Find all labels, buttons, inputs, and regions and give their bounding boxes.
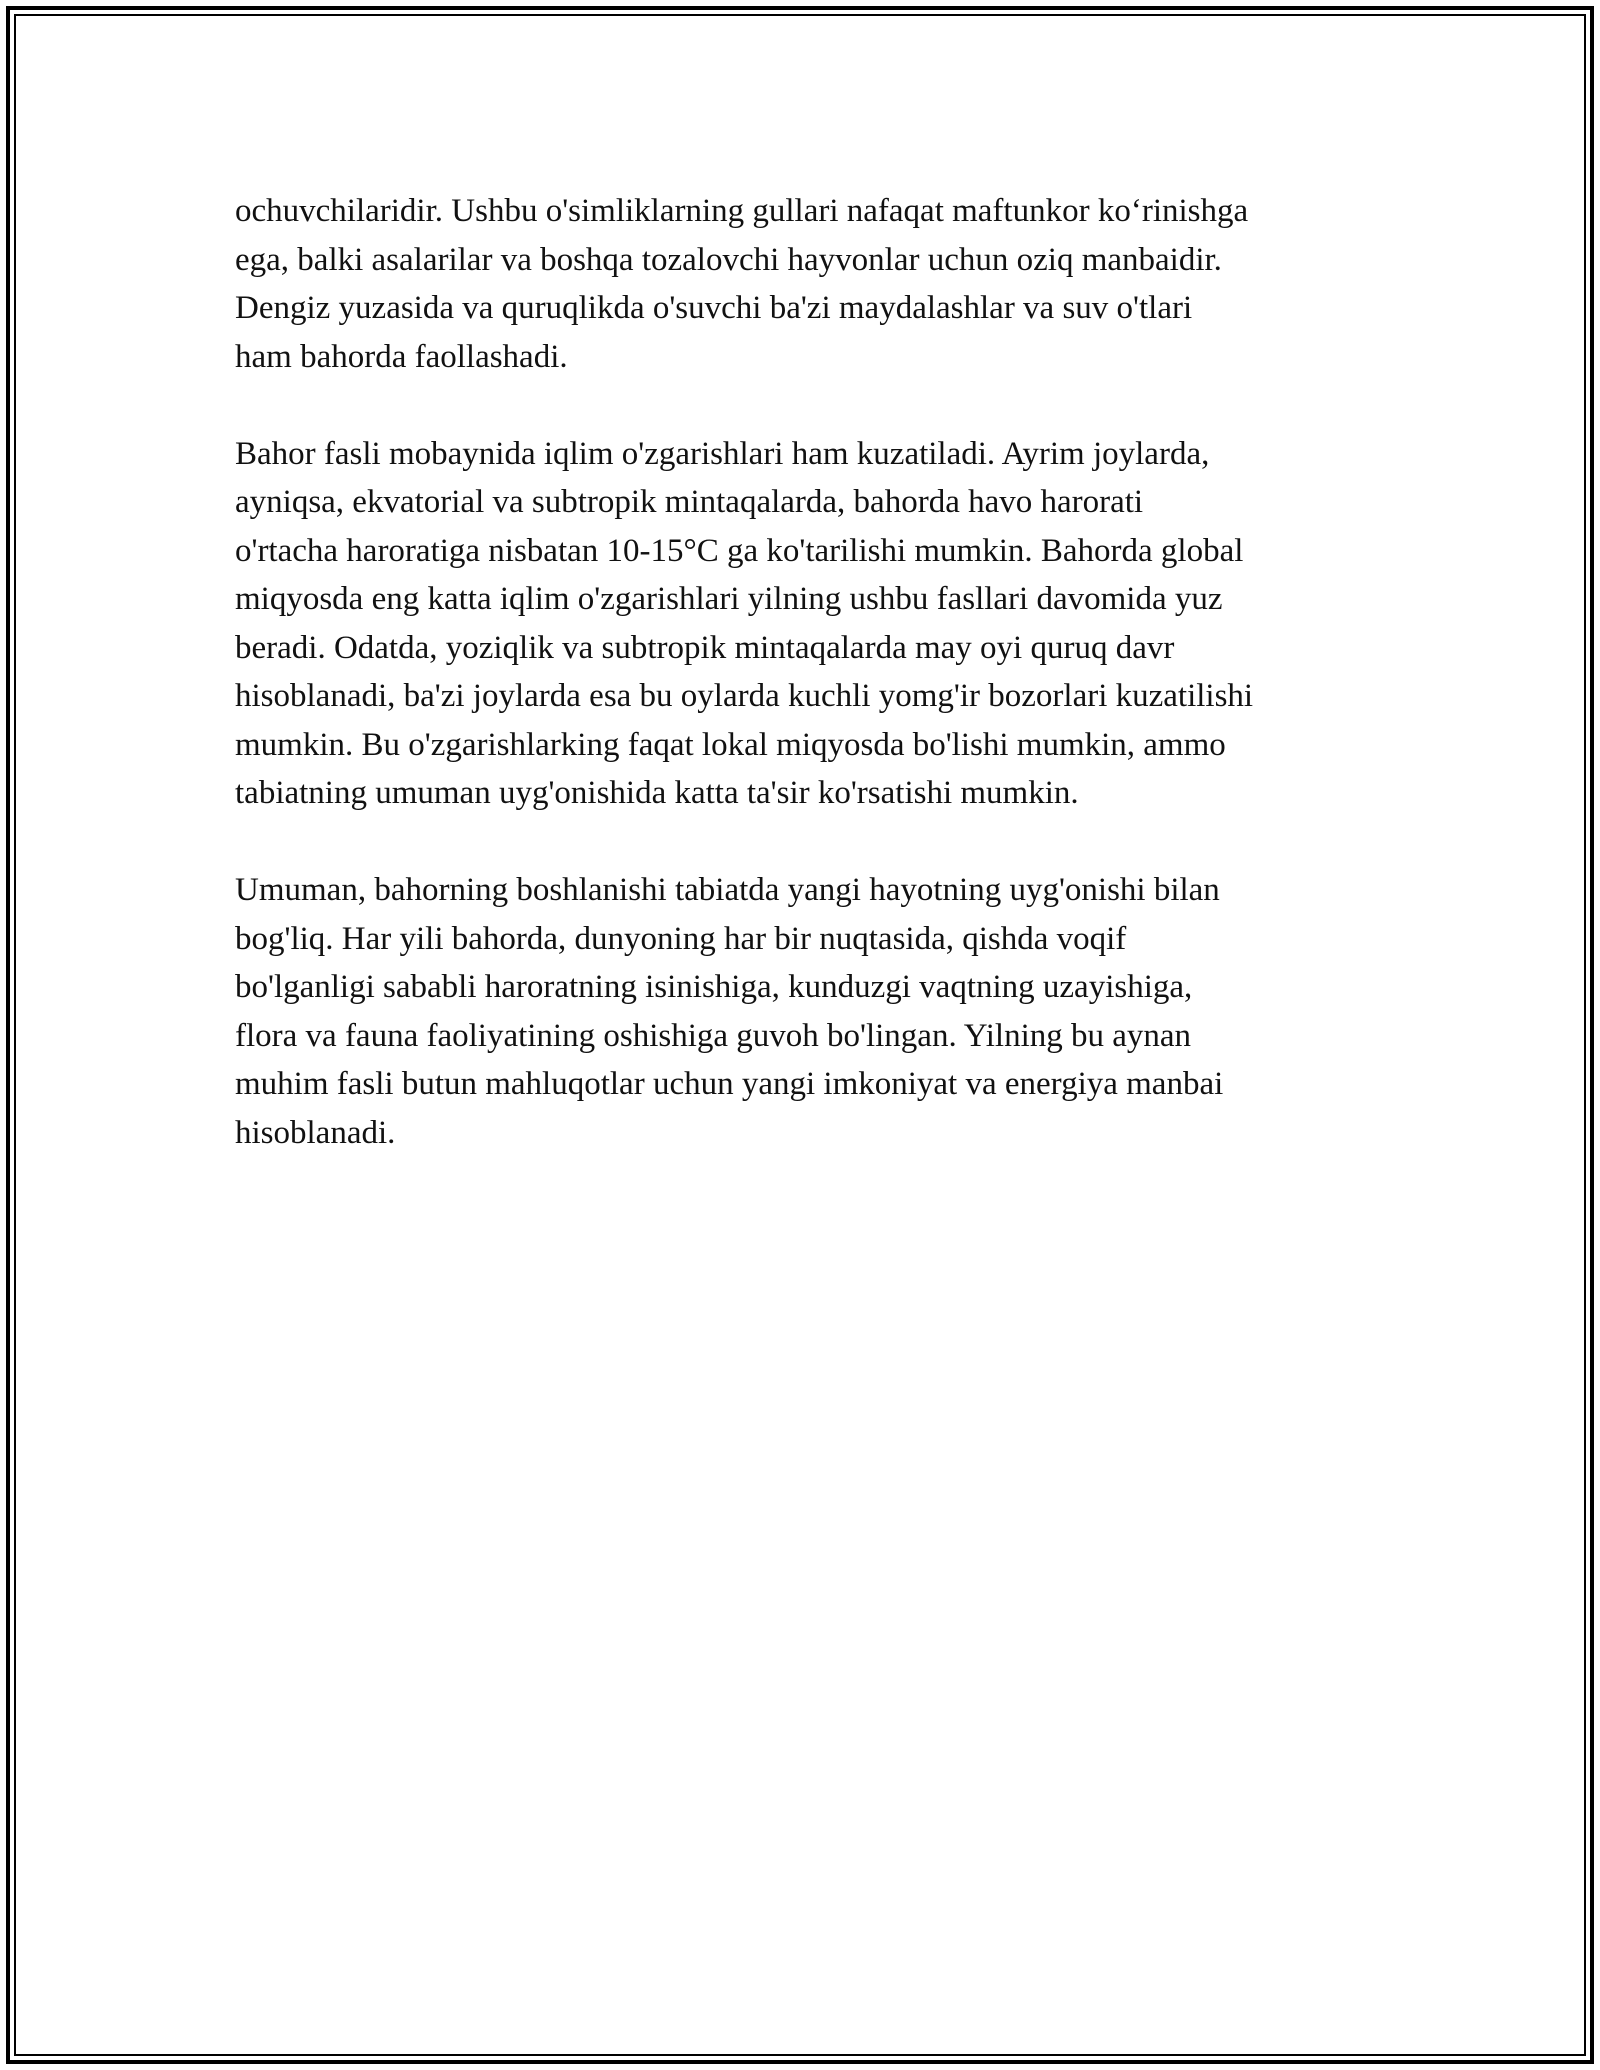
text-line: ochuvchilaridir. Ushbu o'simliklarning gullari nafaqat maftunkor ko‘rinishga: [235, 193, 1249, 229]
text-line: beradi. Odatda, yoziqlik va subtropik mintaqalarda may oyi quruq davr: [235, 629, 1175, 666]
text-line: miqyosda eng katta iqlim o'zgarishlari yilning ushbu fasllari davomida yuz: [235, 581, 1223, 617]
text-line: ayniqsa, ekvatorial va subtropik mintaqalarda, bahorda havo harorati: [235, 484, 1144, 520]
text-line: muhim fasli butun mahluqotlar uchun yangi imkoniyat va energiya manbai: [235, 1066, 1224, 1102]
text-line: hisoblanadi.: [235, 1114, 396, 1151]
document-body: [235, 187, 1385, 1206]
text-line: Umuman, bahorning boshlanishi tabiatda yangi hayotning uyg'onishi bilan: [235, 872, 1220, 908]
text-line: Bahor fasli mobaynida iqlim o'zgarishlari ham kuzatiladi. Ayrim joylarda,: [235, 435, 1210, 472]
text-line: flora va fauna faoliyatining oshishiga guvoh bo'lingan. Yilning bu aynan: [235, 1017, 1192, 1054]
text-line: ega, balki asalarilar va boshqa tozalovchi hayvonlar uchun oziq manbaidir.: [235, 241, 1222, 278]
text-line: hisoblanadi, ba'zi joylarda esa bu oylarda kuchli yomg'ir bozorlari kuzatilishi: [235, 678, 1254, 714]
paragraph-3: [235, 866, 1385, 1157]
text-line: Dengiz yuzasida va quruqlikda o'suvchi ba'zi maydalashlar va suv o'tlari: [235, 290, 1193, 326]
text-line: mumkin. Bu o'zgarishlarking faqat lokal miqyosda bo'lishi mumkin, ammo: [235, 726, 1226, 763]
text-line: tabiatning umuman uyg'onishida katta ta'sir ko'rsatishi mumkin.: [235, 775, 1079, 811]
paragraph-2: [235, 430, 1385, 818]
text-line: o'rtacha haroratiga nisbatan 10-15°C ga ko'tarilishi mumkin. Bahorda global: [235, 532, 1244, 569]
paragraph-1: [235, 187, 1385, 381]
text-line: ham bahorda faollashadi.: [235, 338, 568, 375]
text-line: bog'liq. Har yili bahorda, dunyoning har bir nuqtasida, qishda voqif: [235, 920, 1127, 957]
text-line: bo'lganligi sababli haroratning isinishiga, kunduzgi vaqtning uzayishiga,: [235, 969, 1193, 1005]
